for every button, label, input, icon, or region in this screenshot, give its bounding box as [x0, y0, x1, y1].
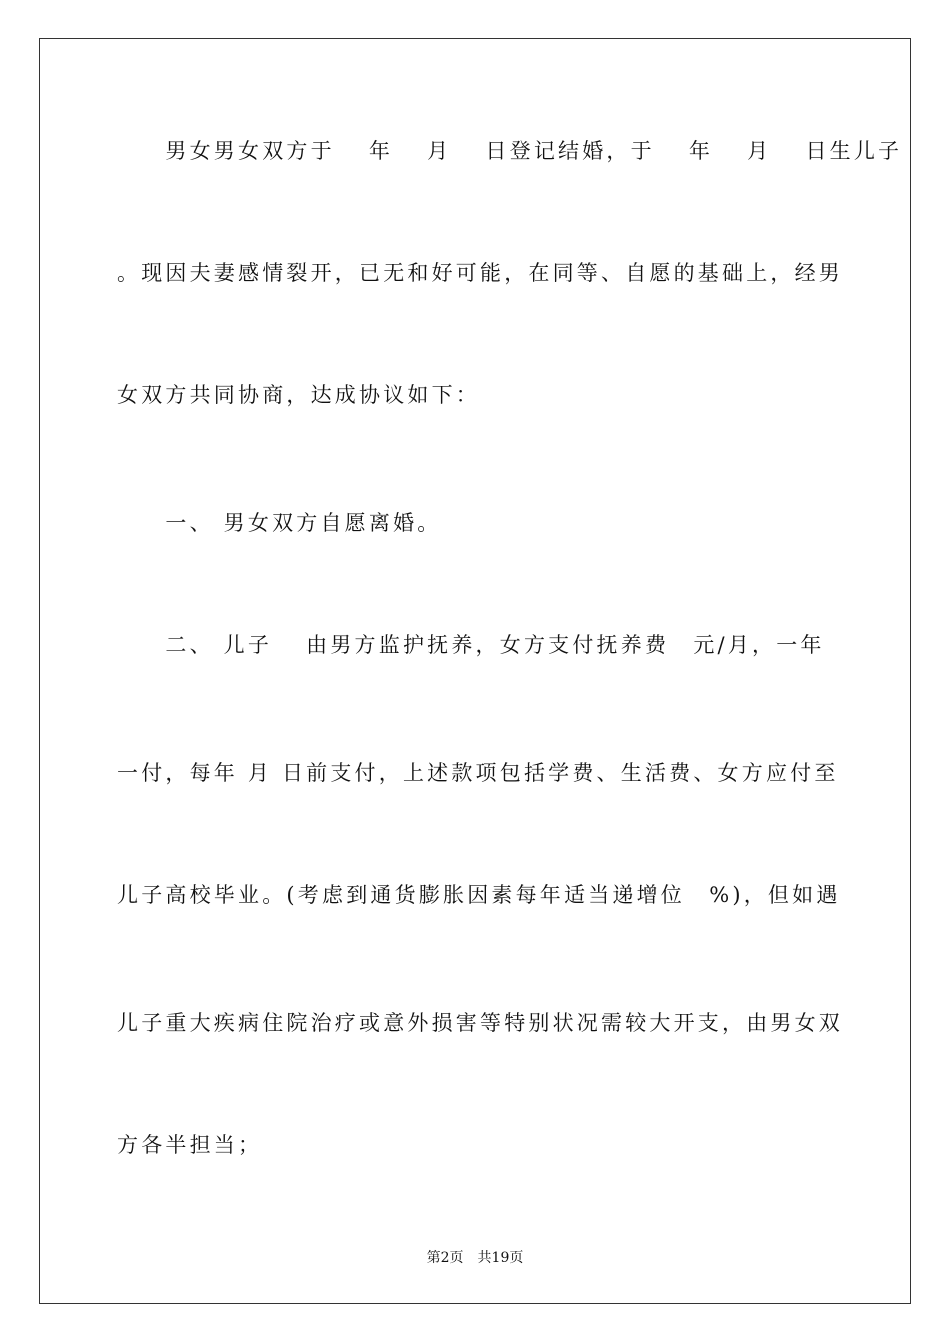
paragraph-line: 女双方共同协商，达成协议如下： [117, 383, 480, 407]
clause-two-line: 儿子高校毕业。(考虑到通货膨胀因素每年适当递增位 %)，但如遇 [117, 883, 841, 907]
clause-two-line: 二、 儿子 由男方监护抚养，女方支付抚养费 元/月，一年 [117, 633, 825, 657]
page-border [39, 38, 911, 1304]
clause-two-line: 儿子重大疾病住院治疗或意外损害等特别状况需较大开支，由男女双 [117, 1011, 843, 1035]
paragraph-line: 。现因夫妻感情裂开，已无和好可能，在同等、自愿的基础上，经男 [117, 261, 843, 285]
clause-one: 一、 男女双方自愿离婚。 [117, 511, 442, 535]
paragraph-line: 男女男女双方于 年 月 日登记结婚，于 年 月 日生儿子 [117, 139, 903, 163]
clause-two-line: 方各半担当； [117, 1133, 263, 1157]
page-number-footer: 第2页 共19页 [426, 1250, 524, 1266]
clause-two-line: 一付，每年 月 日前支付，上述款项包括学费、生活费、女方应付至 [117, 761, 839, 785]
